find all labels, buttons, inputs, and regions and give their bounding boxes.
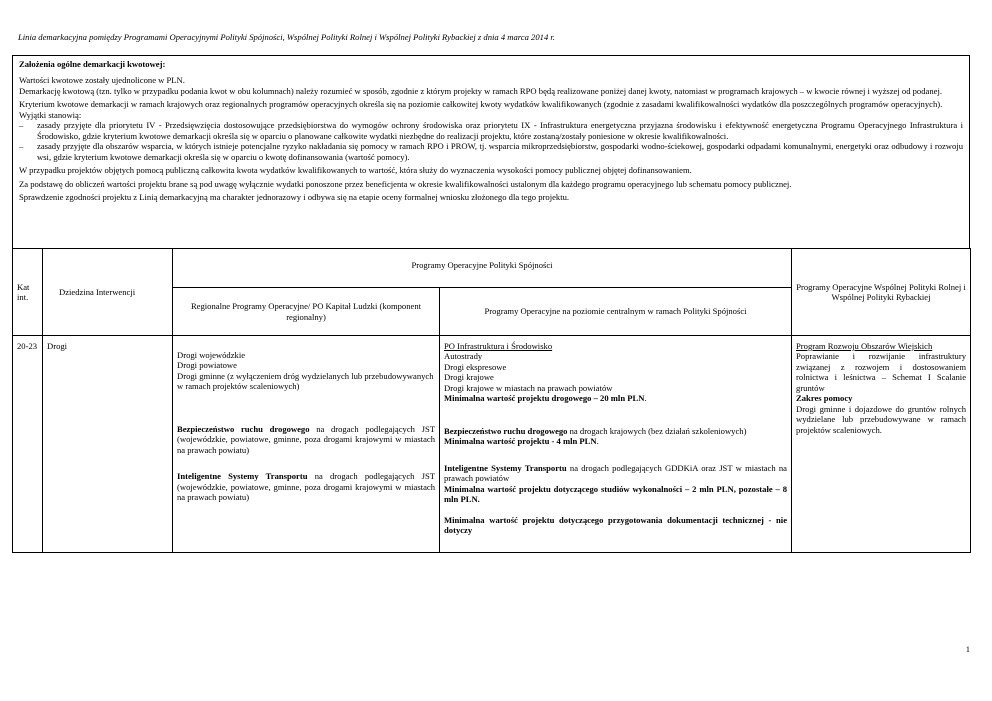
support-scope-heading: Zakres pomocy [796, 393, 853, 404]
road-item: Drogi gminne (z wyłączeniem dróg wydzielanych lub przebudowywanych w ramach projektów scaleniowych) [177, 370, 434, 392]
exception-item [19, 141, 963, 162]
its-title: Inteligentne Systemy Transportu [444, 462, 567, 473]
cell-agri [792, 336, 971, 553]
table-header-row [13, 249, 971, 288]
safety-text: na drogach podlegających JST (wojewódzkie, powiatowe, gminne, poza drogami krajowymi w miastach na prawach powiatu) [177, 423, 435, 455]
header-central-programs: Programy Operacyjne na poziomie centralnym w ramach Polityki Spójności [440, 288, 792, 336]
its-text: na drogach podlegających GDDKiA oraz JST w miastach na prawach powiatów [444, 462, 787, 484]
cell-central [440, 336, 792, 553]
header-dziedzina: Dziedzina Interwencji [43, 249, 173, 336]
road-item: Drogi powiatowe [177, 360, 237, 371]
cell-kat: 20-23 [13, 336, 43, 553]
safety-text: na drogach krajowych (bez działań szkoleniowych) [567, 425, 747, 436]
minimum-value [444, 393, 787, 403]
its-item [444, 463, 787, 484]
exception-item [19, 120, 963, 141]
assumptions-box [12, 55, 970, 249]
program-name: Program Rozwoju Obszarów Wiejskich [796, 341, 933, 351]
list-dash: – [19, 120, 24, 131]
minimum-value-text: Minimalna wartość projektu - 4 mln PLN [444, 436, 597, 447]
assumptions-paragraph: Demarkację kwotową (tzn. tylko w przypadku podania kwot w obu kolumnach) należy rozumieć w sposób, zgodnie z którym projekty w ramach RPO będą realizowane poniżej danej kwoty, natomiast w programach krajowych – w kwocie równej i wyższej od podanej. [19, 85, 942, 96]
assumptions-paragraph: Kryterium kwotowe demarkacji w ramach krajowych oraz regionalnych programów operacyjnych określa się na poziomie całkowitej kwoty wydatków kwalifikowanych (zgodnie z zasadami kwalifikowalności wydatków dla poszczególnych programów operacyjnych). [19, 99, 943, 110]
assumptions-paragraph: Wartości kwotowe zostały ujednolicone w PLN. [19, 75, 185, 86]
page-number: 1 [965, 644, 970, 654]
its-text: na drogach podlegających JST (wojewódzkie, powiatowe, gminne, poza drogami krajowymi w miastach na prawach powiatu) [177, 471, 435, 503]
list-dash: – [19, 141, 24, 152]
support-text: Drogi gminne i dojazdowe do gruntów rolnych wydzielane lub przebudowywane w ramach projektów scaleniowych. [796, 403, 967, 435]
program-name: PO Infrastruktura i Środowisko [444, 341, 553, 351]
header-agri-fish-policy: Programy Operacyjne Wspólnej Polityki Rolnej i Wspólnej Polityki Rybackiej [792, 249, 971, 336]
its-item [177, 471, 435, 502]
exception-text: zasady przyjęte dla priorytetu IV - Przedsięwzięcia dostosowujące przedsiębiorstwa do wymogów ochrony środowiska oraz priorytetu IX - Infrastruktura energetyczna przyjazna środowisku i efektywność energetyczna Programu Operacyjnego Infrastruktura i Środowisko, gdzie kryterium kwotowe demarkacji określa się w oparciu o planowane całkowite wydatki niezbędne do realizacji projektu, które zostaną/zostały poniesione w okresie kwalifikowalności. [37, 120, 963, 141]
road-item: Drogi krajowe w miastach na prawach powiatów [444, 382, 613, 393]
minimum-value: Minimalna wartość projektu dotyczącego przygotowania dokumentacji technicznej - nie dotyczy [444, 514, 788, 536]
safety-item [177, 424, 435, 455]
safety-title: Bezpieczeństwo ruchu drogowego [177, 423, 310, 434]
assumptions-paragraph: Sprawdzenie zgodności projektu z Linią demarkacyjną ma charakter jednorazowy i odbywa się na etapie oceny formalnej wniosku złożonego dla tego projektu. [19, 192, 570, 203]
table-row [13, 336, 971, 553]
assumptions-paragraph: Za podstawę do obliczeń wartości projektu brane są pod uwagę wyłącznie wydatki ponoszone przez beneficjenta w okresie kwalifikowalności ustalonym dla każdego programu operacyjnego lub schematu pomocy publicznej. [19, 178, 792, 189]
road-item: Drogi ekspresowe [444, 361, 507, 372]
assumptions-heading: Założenia ogólne demarkacji kwotowej: [19, 59, 166, 69]
support-text: Poprawianie i rozwijanie infrastruktury związanej z rozwojem i dostosowaniem rolnictwa i leśnictwa – Schemat I Scalanie gruntów [796, 351, 967, 393]
period: . [596, 436, 599, 447]
exception-text: zasady przyjęte dla obszarów wsparcia, w których istnieje potencjalne ryzyko nakładania się pomocy w ramach RPO i PROW, tj. wsparcia mikroprzedsiębiorstw, gospodarki wodno-ściekowej, gospodarki odpadami komunalnymi, energetyki oraz odbudowy i rozwoju wsi, gdzie kryterium kwotowe demarkacji określa się w oparciu o kwotę dofinansowania (wartość pomocy). [37, 141, 963, 162]
header-kat: Kat int. [13, 249, 43, 336]
header-regional-programs: Regionalne Programy Operacyjne/ PO Kapitał Ludzki (komponent regionalny) [173, 288, 440, 336]
cell-regional [173, 336, 440, 553]
minimum-value: Minimalna wartość projektu dotyczącego studiów wykonalności – 2 mln PLN, pozostałe – 8 mln PLN. [444, 483, 788, 505]
page-title: Linia demarkacyjna pomiędzy Programami Operacyjnymi Polityki Spójności, Wspólnej Polityki Rolnej i Wspólnej Polityki Rybackiej z dnia 4 marca 2014 r. [18, 32, 555, 42]
minimum-value [444, 436, 787, 446]
safety-item [444, 426, 787, 436]
period: . [644, 393, 647, 404]
road-item: Autostrady [444, 351, 483, 362]
assumptions-paragraph: W przypadku projektów objętych pomocą publiczną całkowita kwota wydatków kwalifikowanych to wartość, która służy do wyznaczenia wysokości pomocy publicznej objętej dofinansowaniem. [19, 165, 692, 176]
road-item: Drogi krajowe [444, 372, 494, 383]
road-item: Drogi wojewódzkie [177, 350, 246, 360]
its-title: Inteligentne Systemy Transportu [177, 471, 308, 482]
demarcation-table [12, 248, 971, 553]
safety-title: Bezpieczeństwo ruchu drogowego [444, 425, 568, 436]
assumptions-paragraph: Wyjątki stanowią: [19, 109, 82, 120]
cell-dziedzina: Drogi [43, 336, 173, 553]
minimum-value-text: Minimalna wartość projektu drogowego – 20 mln PLN [444, 393, 645, 404]
header-cohesion-policy: Programy Operacyjne Polityki Spójności [173, 249, 792, 288]
